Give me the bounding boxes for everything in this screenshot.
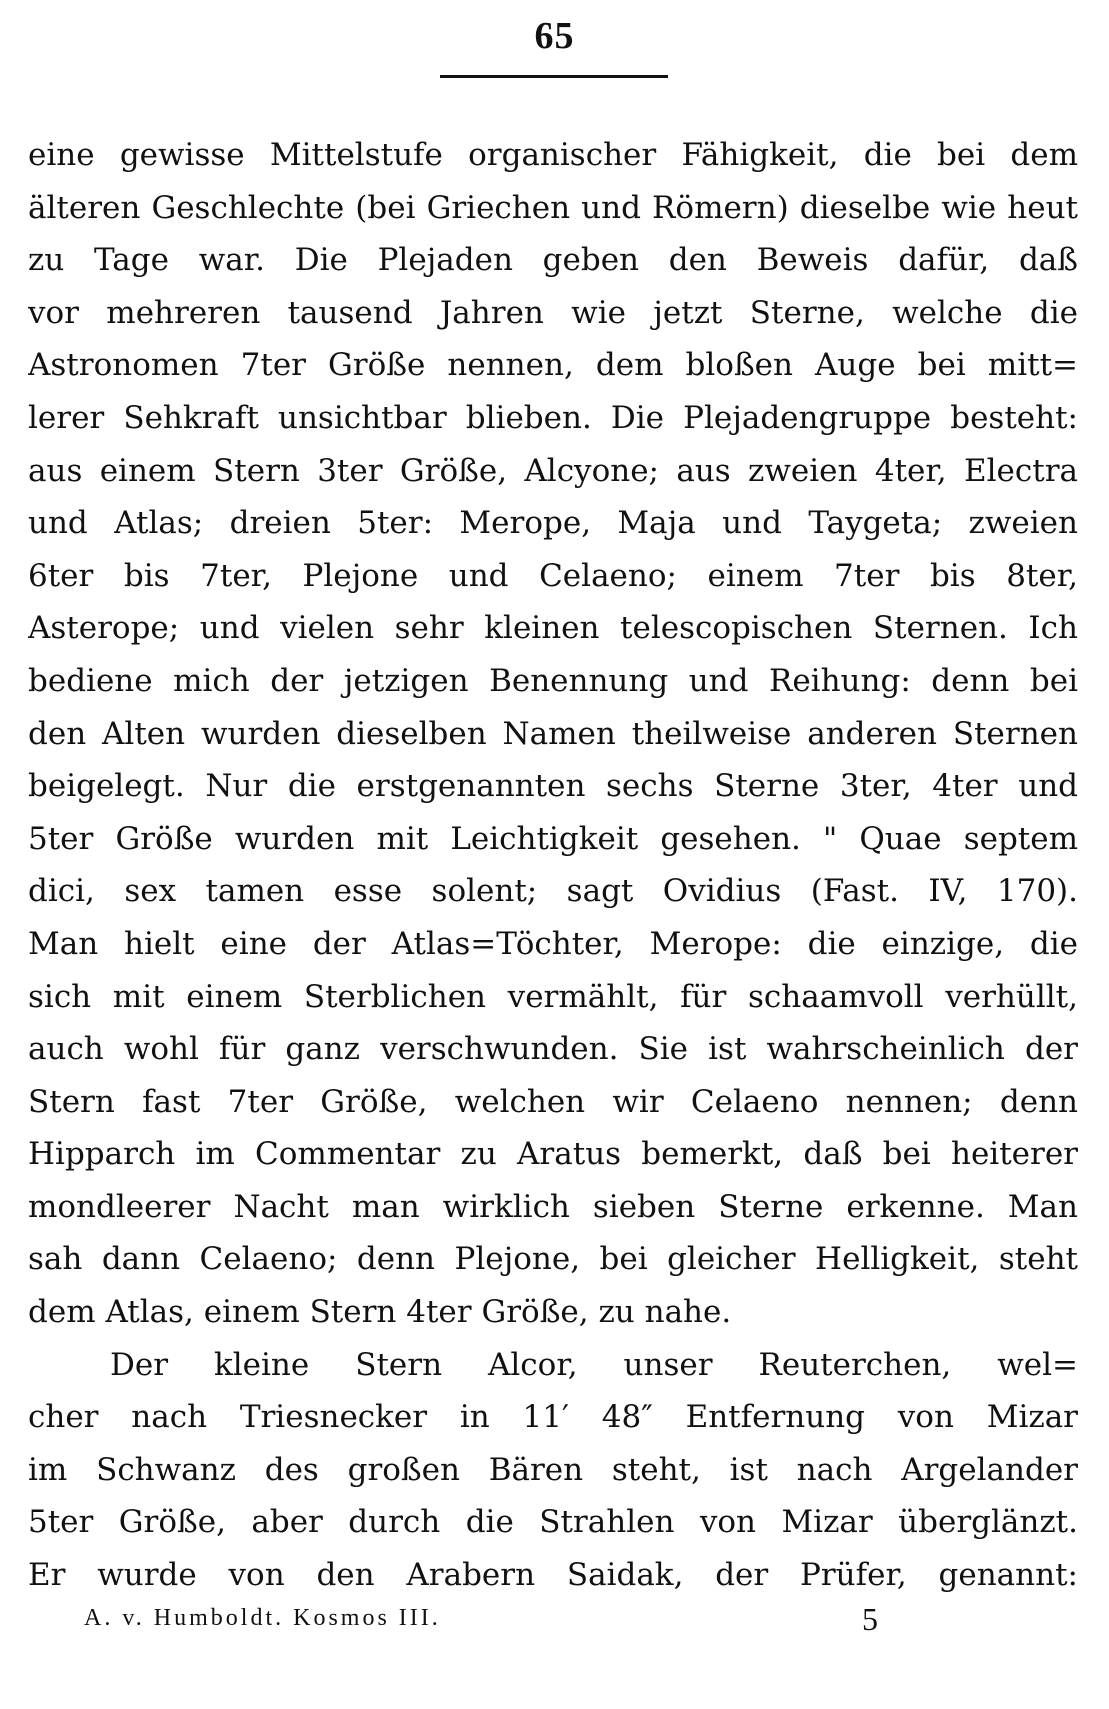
text-line: cher nach Triesnecker in 11′ 48″ Entfernung von Mizar: [28, 1399, 1078, 1436]
text-line: bediene mich der jetzigen Benennung und Reihung: denn bei: [28, 662, 1078, 699]
page-footer: [0, 1601, 1109, 1645]
text-line: Asterope; und vielen sehr kleinen telescopischen Sternen. Ich: [28, 610, 1078, 647]
text-line: Hipparch im Commentar zu Aratus bemerkt, daß bei heiterer: [28, 1136, 1078, 1173]
text-line: 5ter Größe wurden mit Leichtigkeit gesehen. " Quae septem: [28, 820, 1078, 857]
footer-signature: 5: [862, 1601, 878, 1637]
text-line: 6ter bis 7ter, Plejone und Celaeno; einem 7ter bis 8ter,: [28, 557, 1078, 594]
text-line: beigelegt. Nur die erstgenannten sechs Sterne 3ter, 4ter und: [28, 768, 1078, 805]
page-number: 65: [534, 15, 575, 57]
text-line: vor mehreren tausend Jahren wie jetzt Sterne, welche die: [28, 294, 1078, 331]
text-line: und Atlas; dreien 5ter: Merope, Maja und Taygeta; zweien: [28, 505, 1078, 542]
text-line: sah dann Celaeno; denn Plejone, bei gleicher Helligkeit, steht: [28, 1241, 1078, 1278]
paragraph-end-line: dem Atlas, einem Stern 4ter Größe, zu nahe.: [28, 1294, 732, 1331]
text-line: den Alten wurden dieselben Namen theilweise anderen Sternen: [28, 715, 1078, 752]
text-line: aus einem Stern 3ter Größe, Alcyone; aus zweien 4ter, Electra: [28, 452, 1078, 489]
footer-author: A. v. Humboldt. Kosmos III.: [84, 1605, 441, 1631]
text-line: dici, sex tamen esse solent; sagt Ovidius (Fast. IV, 170).: [28, 873, 1078, 910]
text-line: mondleerer Nacht man wirklich sieben Sterne erkenne. Man: [28, 1188, 1078, 1225]
text-line: sich mit einem Sterblichen vermählt, für schaamvoll verhüllt,: [28, 978, 1078, 1015]
text-line: eine gewisse Mittelstufe organischer Fähigkeit, die bei dem: [28, 137, 1078, 173]
text-line: Astronomen 7ter Größe nennen, dem bloßen Auge bei mitt=: [28, 347, 1078, 384]
text-line: Man hielt eine der Atlas=Töchter, Merope: die einzige, die: [28, 925, 1078, 962]
text-line: lerer Sehkraft unsichtbar blieben. Die Plejadengruppe besteht:: [28, 399, 1078, 436]
text-line: auch wohl für ganz verschwunden. Sie ist wahrscheinlich der: [28, 1031, 1078, 1068]
text-line: älteren Geschlechte (bei Griechen und Römern) dieselbe wie heut: [28, 189, 1078, 226]
text-line: im Schwanz des großen Bären steht, ist nach Argelander: [28, 1451, 1078, 1488]
body-text: [28, 129, 1078, 1602]
text-line: Stern fast 7ter Größe, welchen wir Celaeno nennen; denn: [28, 1083, 1078, 1120]
text-line: zu Tage war. Die Plejaden geben den Beweis dafür, daß: [28, 242, 1078, 279]
paragraph-start-line: Der kleine Stern Alcor, unser Reuterchen, wel=: [110, 1346, 1078, 1383]
header-rule: [440, 75, 668, 78]
text-line: 5ter Größe, aber durch die Strahlen von Mizar überglänzt.: [28, 1504, 1078, 1541]
text-line: Er wurde von den Arabern Saidak, der Prüfer, genannt:: [28, 1557, 1078, 1594]
